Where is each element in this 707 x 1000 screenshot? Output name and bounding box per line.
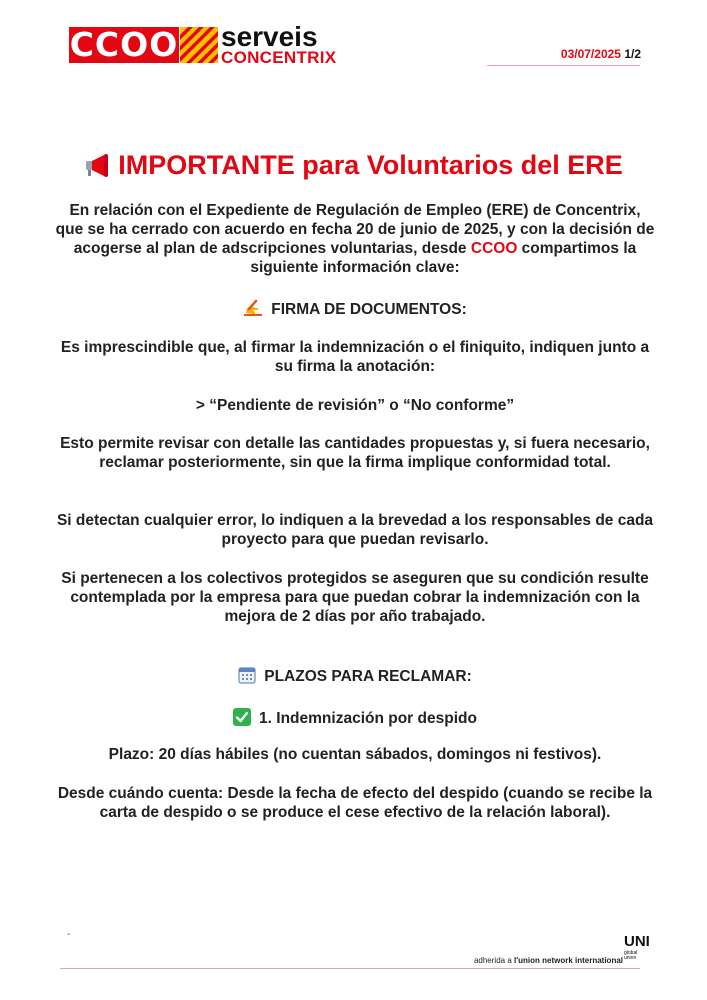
- page-number: 1/2: [624, 47, 641, 61]
- desde-text: Desde cuándo cuenta: Desde la fecha de efecto del despido (cuando se recibe la carta de despido o se produce el cese efectivo de la relación laboral).: [57, 785, 653, 821]
- firma-paragraph-4: Si pertenecen a los colectivos protegidos se aseguren que su condición resulte contemplada por la empresa para que puedan cobrar la indemnización con la mejora de 2 días por año trabajado.: [61, 570, 649, 625]
- catalan-flag-icon: [180, 27, 218, 63]
- ccoo-logo-text: CCOO: [69, 25, 179, 64]
- firma-heading-colon: :: [461, 301, 467, 318]
- uni-logo-mark: UNI: [624, 933, 650, 950]
- date-text: 03/07/2025: [560, 47, 621, 61]
- footer-divider: [60, 968, 640, 969]
- footer-adherida: [474, 956, 623, 965]
- plazo-text: Plazo: 20 días hábiles (no cuentan sábados, domingos ni festivos).: [108, 746, 602, 763]
- firma-quote: > “Pendiente de revisión” o “No conforme”: [195, 397, 515, 414]
- firma-paragraph-3: Si detectan cualquier error, lo indiquen a la brevedad a los responsables de cada proyecto para que puedan revisarlo.: [56, 512, 654, 548]
- check-mark-icon: [233, 708, 251, 726]
- intro-ccoo: CCOO: [470, 240, 518, 257]
- plazos-heading-text: PLAZOS PARA RECLAMAR:: [264, 668, 472, 685]
- megaphone-icon: [84, 153, 112, 177]
- title-text: IMPORTANTE para Voluntarios del ERE: [118, 150, 623, 180]
- firma-heading: [55, 299, 655, 319]
- header-date: [561, 47, 641, 61]
- plazos-item-1: [55, 708, 655, 728]
- firma-paragraph-2: Esto permite revisar con detalle las cantidades propuestas y, si fuera necesario, reclamar posteriormente, sin que la firma implique conformidad total.: [60, 435, 650, 471]
- uni-logo-sub: global union: [624, 950, 638, 961]
- plazos-heading: [55, 666, 655, 686]
- intro-before: En relación con el Expediente de Regulación de Empleo (ERE) de Concentrix, que se ha cerrado con acuerdo en fecha 20 de junio de 2025, y con la decisión de acogerse al plan de adscripciones voluntarias, desde: [55, 202, 655, 257]
- footer-uni-name: l'union network international: [513, 956, 623, 965]
- footer-dash: -: [67, 929, 71, 940]
- firma-paragraph-1: Es imprescindible que, al firmar la indemnización o el finiquito, indiquen junto a su firma la anotación:: [60, 339, 650, 375]
- firma-heading-text: FIRMA DE DOCUMENTOS: [271, 301, 462, 318]
- brand-concentrix: CONCENTRIX: [221, 48, 337, 67]
- page-title: [0, 150, 707, 181]
- plazos-item-1-text: 1. Indemnización por despido: [259, 710, 477, 727]
- intro-paragraph: [55, 201, 655, 277]
- intro-after: compartimos la siguiente información clave:: [250, 240, 637, 276]
- ccoo-logo: [69, 27, 179, 63]
- writing-hand-icon: [243, 299, 263, 317]
- brand-serveis: serveis: [221, 21, 318, 52]
- footer-adherida-prefix: adherida a: [473, 956, 514, 965]
- calendar-icon: [238, 666, 256, 684]
- header-divider: [487, 65, 640, 66]
- uni-logo: [624, 933, 650, 968]
